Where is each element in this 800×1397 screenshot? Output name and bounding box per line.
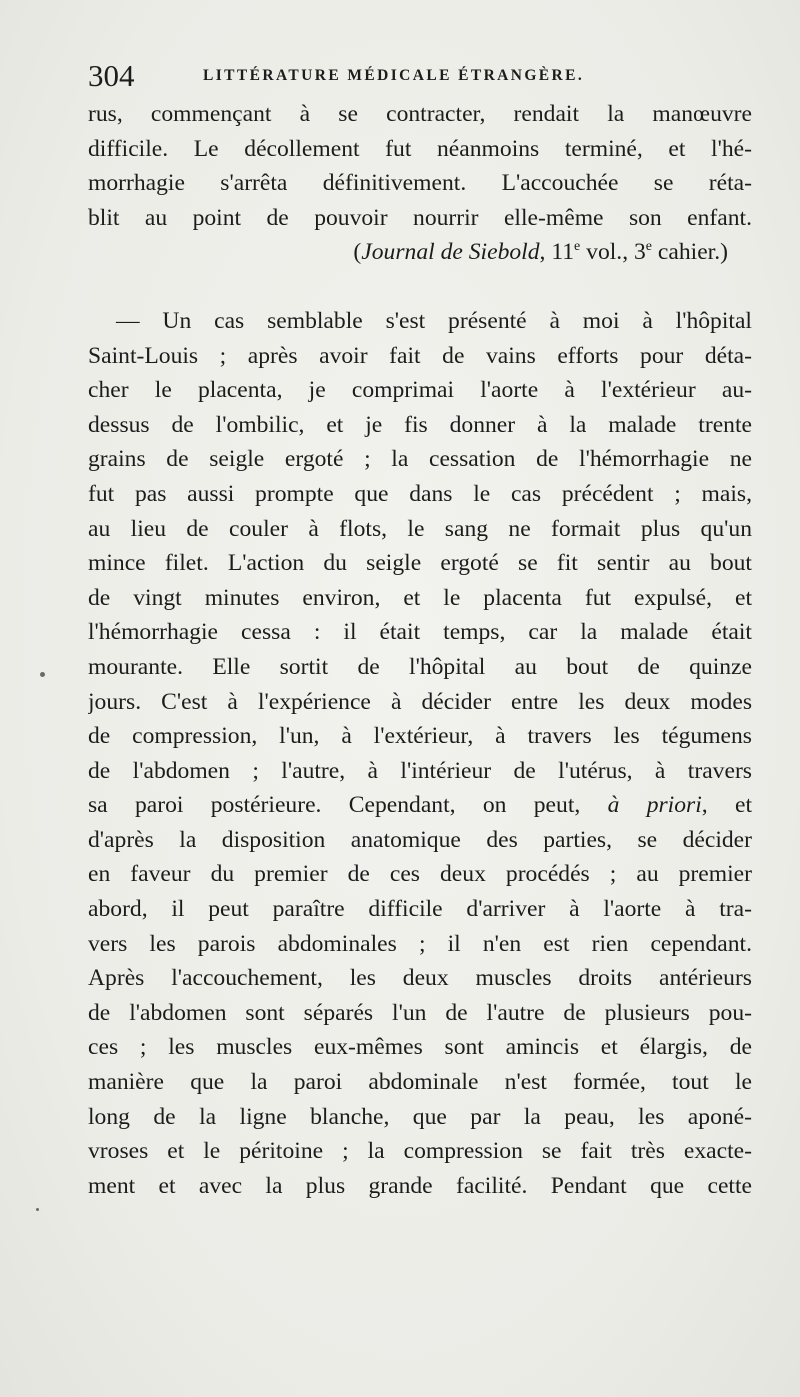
text-line: mourante. Elle sortit de l'hôpital au bout de quinze bbox=[88, 653, 752, 680]
citation-line: (Journal de Siebold, 11e vol., 3e cahier.) bbox=[353, 239, 728, 266]
text-line: de vingt minutes environ, et le placenta fut expulsé, et bbox=[88, 584, 752, 611]
text-line: au lieu de couler à flots, le sang ne formait plus qu'un bbox=[88, 515, 752, 542]
text-line: — Un cas semblable s'est présenté à moi à l'hôpital bbox=[116, 307, 752, 334]
latin-phrase: à priori bbox=[607, 792, 702, 819]
text-line: vroses et le péritoine ; la compression se fait très exacte- bbox=[88, 1138, 752, 1165]
text-line: abord, il peut paraître difficile d'arriver à l'aorte à tra- bbox=[88, 896, 752, 923]
journal-title: Journal de Siebold bbox=[361, 239, 540, 266]
text-line: fut pas aussi prompte que dans le cas précédent ; mais, bbox=[88, 480, 752, 507]
page-number: 304 bbox=[88, 58, 135, 93]
text-line: long de la ligne blanche, que par la peau, les aponé- bbox=[88, 1103, 752, 1130]
text-line: manière que la paroi abdominale n'est formée, tout le bbox=[88, 1069, 752, 1096]
text-line: Après l'accouchement, les deux muscles droits antérieurs bbox=[88, 965, 752, 992]
text-line: difficile. Le décollement fut néanmoins terminé, et l'hé- bbox=[88, 135, 752, 162]
text-line: jours. C'est à l'expérience à décider entre les deux modes bbox=[88, 688, 752, 715]
paragraph-1 bbox=[88, 97, 752, 235]
text-line: blit au point de pouvoir nourrir elle-même son enfant. bbox=[88, 204, 752, 231]
text-line: en faveur du premier de ces deux procédés ; au premier bbox=[88, 861, 752, 888]
ink-speck bbox=[36, 1208, 39, 1211]
text-line: de l'abdomen ; l'autre, à l'intérieur de l'utérus, à travers bbox=[88, 757, 752, 784]
body-text bbox=[88, 97, 752, 1203]
text-line: morrhagie s'arrêta définitivement. L'accouchée se réta- bbox=[88, 170, 752, 197]
text-line: vers les parois abdominales ; il n'en est rien cependant. bbox=[88, 930, 752, 957]
text-line: ces ; les muscles eux-mêmes sont amincis et élargis, de bbox=[88, 1034, 752, 1061]
text-line: ment et avec la plus grande facilité. Pendant que cette bbox=[88, 1172, 752, 1199]
page-header bbox=[88, 58, 752, 94]
running-head: LITTÉRATURE MÉDICALE ÉTRANGÈRE. bbox=[203, 67, 585, 84]
text-line: de l'abdomen sont séparés l'un de l'autre de plusieurs pou- bbox=[88, 999, 752, 1026]
text-line: l'hémorrhagie cessa : il était temps, car la malade était bbox=[88, 619, 752, 646]
text-line: cher le placenta, je comprimai l'aorte à l'extérieur au- bbox=[88, 377, 752, 404]
paragraph-2 bbox=[88, 304, 752, 788]
text-line: dessus de l'ombilic, et je fis donner à la malade trente bbox=[88, 411, 752, 438]
text-line: mince filet. L'action du seigle ergoté se fit sentir au bout bbox=[88, 550, 752, 577]
text-line: rus, commençant à se contracter, rendait la manœuvre bbox=[88, 101, 752, 127]
paragraph-gap bbox=[88, 270, 752, 304]
ink-speck bbox=[40, 672, 45, 677]
text-line: Saint-Louis ; après avoir fait de vains efforts pour déta- bbox=[88, 342, 752, 369]
text-line: d'après la disposition anatomique des parties, se décider bbox=[88, 826, 752, 853]
paragraph-2-continued bbox=[88, 823, 752, 1204]
text-line: sa paroi postérieure. Cependant, on peut, à priori, et bbox=[88, 792, 752, 819]
text-line: de compression, l'un, à l'extérieur, à travers les tégumens bbox=[88, 723, 752, 750]
text-line: grains de seigle ergoté ; la cessation de l'hémorrhagie ne bbox=[88, 446, 752, 473]
